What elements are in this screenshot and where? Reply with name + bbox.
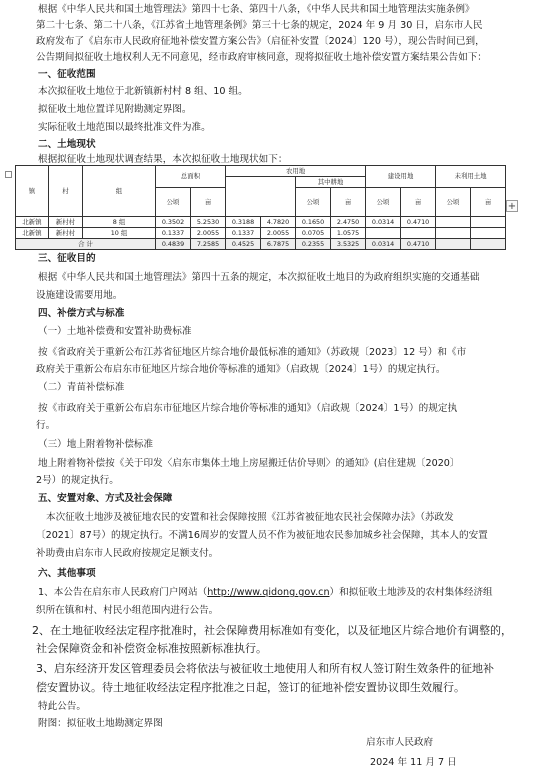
cell-arable-mu: 1.0575: [331, 228, 366, 239]
cell-cons-mu: [401, 228, 436, 239]
header-total-mu: 亩: [191, 188, 226, 217]
header-farmland: 农用地: [226, 166, 366, 177]
section-6-p1-line-1: [0, 585, 545, 600]
section-2-title: 二、土地现状: [38, 139, 96, 150]
cell-cons-mu: 0.4710: [401, 217, 436, 228]
section-1-title: 一、征收范围: [38, 69, 96, 80]
cell-total-ha: 0.1337: [156, 228, 191, 239]
notice-date: 2024 年 11 月 7 日: [370, 757, 457, 768]
section-4-p2-line-2: 行。: [36, 420, 56, 431]
cell-village: 新村村: [49, 228, 83, 239]
section-4-p3-line-2: 2号）的规定执行。: [36, 475, 119, 486]
header-unused-ha: 公顷: [436, 188, 471, 217]
cell-group: 8 组: [83, 217, 156, 228]
header-construction: 建设用地: [366, 166, 436, 188]
cell-sum-cons-ha: 0.0314: [366, 239, 401, 250]
section-4-p3-line-1: 地上附着物补偿按《关于印发〈启东市集体土地上房屋搬迁估价导则〉的通知》(启住建规〔2020〕: [38, 458, 460, 469]
cell-sum-arable-ha: 0.2355: [296, 239, 331, 250]
section-2-line-1: 根据拟征收土地现状调查结果，本次拟征收土地现状如下：: [38, 154, 288, 165]
section-4-sub-1: （一）土地补偿费和安置补助费标准: [38, 326, 192, 337]
section-4-title: 四、补偿方式与标准: [38, 308, 125, 319]
table-row: [16, 228, 506, 239]
section-6-p1-line-2: 织所在镇和村、村民小组范围内进行公告。: [36, 605, 219, 616]
section-5-line-1: 本次征收土地涉及被征地农民的安置和社会保障按照《江苏省被征地农民社会保障办法》（苏政发: [46, 512, 454, 523]
cell-town: 北新镇: [16, 228, 49, 239]
section-4-p1-line-2: 政府关于重新公布启东市征地区片综合地价等标准的通知》（启政规〔2024〕1号）的规定执行。: [36, 364, 446, 375]
cell-total-mu: 5.2530: [191, 217, 226, 228]
cell-unused-ha: [436, 217, 471, 228]
section-6-p2-line-2: 社会保障资金和补偿资金标准按照新标准执行。: [36, 642, 267, 655]
cell-sum-total-ha: 0.4839: [156, 239, 191, 250]
cell-unused-mu: [471, 228, 506, 239]
cell-cons-ha: 0.0314: [366, 217, 401, 228]
section-4-p1-line-1: 按《省政府关于重新公布江苏省征地区片综合地价最低标准的通知》（苏政规〔2023〕12 号）和《市: [38, 347, 467, 358]
section-6-p1-post: ）和拟征收土地涉及的农村集体经济组: [329, 587, 493, 598]
table-add-column-button[interactable]: +: [507, 201, 517, 212]
signer-name: 启东市人民政府: [366, 737, 434, 748]
header-arable-mu: 亩: [331, 188, 366, 217]
section-6-p3-line-2: 偿安置协议。待土地征收经法定程序批准之日起，签订的征地补偿安置协议即生效履行。: [36, 681, 465, 694]
cell-unused-mu: [471, 217, 506, 228]
cell-sum-unused-mu: [471, 239, 506, 250]
section-4-sub-3: （三）地上附着物补偿标准: [38, 439, 154, 450]
cell-total-ha: 0.3502: [156, 217, 191, 228]
closing-text: 特此公告。: [38, 701, 86, 712]
cell-sum-farm-mu: 6.7875: [261, 239, 296, 250]
header-total-ha: 公顷: [156, 188, 191, 217]
cell-farm-mu: 2.0055: [261, 228, 296, 239]
attachment-text: 附图：拟征收土地勘测定界图: [38, 718, 163, 729]
intro-line-4: 公告期间拟征收土地权利人无不同意见，经市政府审核同意，现将拟征收土地补偿安置方案结果公告如下：: [36, 52, 487, 63]
intro-line-1: 根据《中华人民共和国土地管理法》第四十七条、第四十八条，《中华人民共和国土地管理法实施条例》: [38, 4, 475, 15]
cell-arable-ha: 0.0705: [296, 228, 331, 239]
header-group: 组: [83, 166, 156, 217]
table-move-handle[interactable]: [5, 171, 12, 178]
section-3-line-1: 根据《中华人民共和国土地管理法》第四十五条的规定，本次拟征收土地目的为政府组织实施的交通基础: [38, 272, 480, 283]
header-village: 村: [49, 166, 83, 217]
land-status-table: [15, 165, 506, 250]
cell-arable-ha: 0.1650: [296, 217, 331, 228]
cell-farm-ha: 0.3188: [226, 217, 261, 228]
header-cons-mu: 亩: [401, 188, 436, 217]
table-row: [16, 217, 506, 228]
section-6-p2-line-1: 2、在土地征收经法定程序批准时，社会保障费用标准如有变化，以及征地区片综合地价有调整的，: [32, 624, 512, 637]
section-1-line-1: 本次拟征收土地位于北新镇新村村 8 组、10 组。: [38, 86, 248, 97]
section-3-line-2: 设施建设需要用地。: [36, 290, 123, 301]
cell-sum-cons-mu: 0.4710: [401, 239, 436, 250]
header-farmland-ha-empty: [226, 177, 296, 217]
header-unused-mu: 亩: [471, 188, 506, 217]
section-5-line-2: 〔2021〕87号）的规定执行。不满16周岁的安置人员不作为被征地农民参加城乡社会保障，其本人的安置: [36, 530, 488, 541]
intro-line-3: 政府发布了《启东市人民政府征地补偿安置方案公告》（启征补安置〔2024〕120 号），现公告时间已到，: [36, 36, 485, 47]
cell-arable-mu: 2.4750: [331, 217, 366, 228]
cell-sum-arable-mu: 3.5325: [331, 239, 366, 250]
cell-village: 新村村: [49, 217, 83, 228]
cell-farm-mu: 4.7820: [261, 217, 296, 228]
section-6-p1-pre: 1、本公告在启东市人民政府门户网站（: [38, 587, 208, 598]
header-unused: 未利用土地: [436, 166, 506, 188]
header-cons-ha: 公顷: [366, 188, 401, 217]
section-1-line-3: 实际征收土地范围以最终批准文件为准。: [38, 122, 211, 133]
intro-line-2: 第二十七条、第二十八条，《江苏省土地管理条例》第三十七条的规定，2024 年 9 月 30 日，启东市人民: [36, 20, 483, 31]
header-arable-ha: 公顷: [296, 188, 331, 217]
header-total-area: 总面积: [156, 166, 226, 188]
section-5-line-3: 补助费由启东市人民政府按规定足额支付。: [36, 548, 219, 559]
cell-sum-total-mu: 7.2585: [191, 239, 226, 250]
cell-total-label: 合 计: [16, 239, 156, 250]
section-4-p2-line-1: 按《市政府关于重新公布启东市征地区片综合地价等标准的通知》（启政规〔2024〕1号）的规定执: [38, 403, 458, 414]
header-town: 镇: [16, 166, 49, 217]
section-6-p3-line-1: 3、启东经济开发区管理委员会将依法与被征收土地使用人和所有权人签订附生效条件的征地补: [36, 662, 494, 675]
cell-town: 北新镇: [16, 217, 49, 228]
section-3-title: 三、征收目的: [38, 253, 96, 264]
cell-farm-ha: 0.1337: [226, 228, 261, 239]
cell-total-mu: 2.0055: [191, 228, 226, 239]
section-1-line-2: 拟征收土地位置详见附勘测定界图。: [38, 104, 192, 115]
cell-sum-unused-ha: [436, 239, 471, 250]
portal-link[interactable]: http://www.qidong.gov.cn: [207, 587, 330, 598]
cell-cons-ha: [366, 228, 401, 239]
cell-group: 10 组: [83, 228, 156, 239]
cell-unused-ha: [436, 228, 471, 239]
cell-sum-farm-ha: 0.4525: [226, 239, 261, 250]
table-total-row: [16, 239, 506, 250]
section-4-sub-2: （二）青苗补偿标准: [38, 382, 125, 393]
header-of-which-arable: 其中耕地: [296, 177, 366, 188]
section-6-title: 六、其他事项: [38, 568, 96, 579]
section-5-title: 五、安置对象、方式及社会保障: [38, 493, 173, 504]
